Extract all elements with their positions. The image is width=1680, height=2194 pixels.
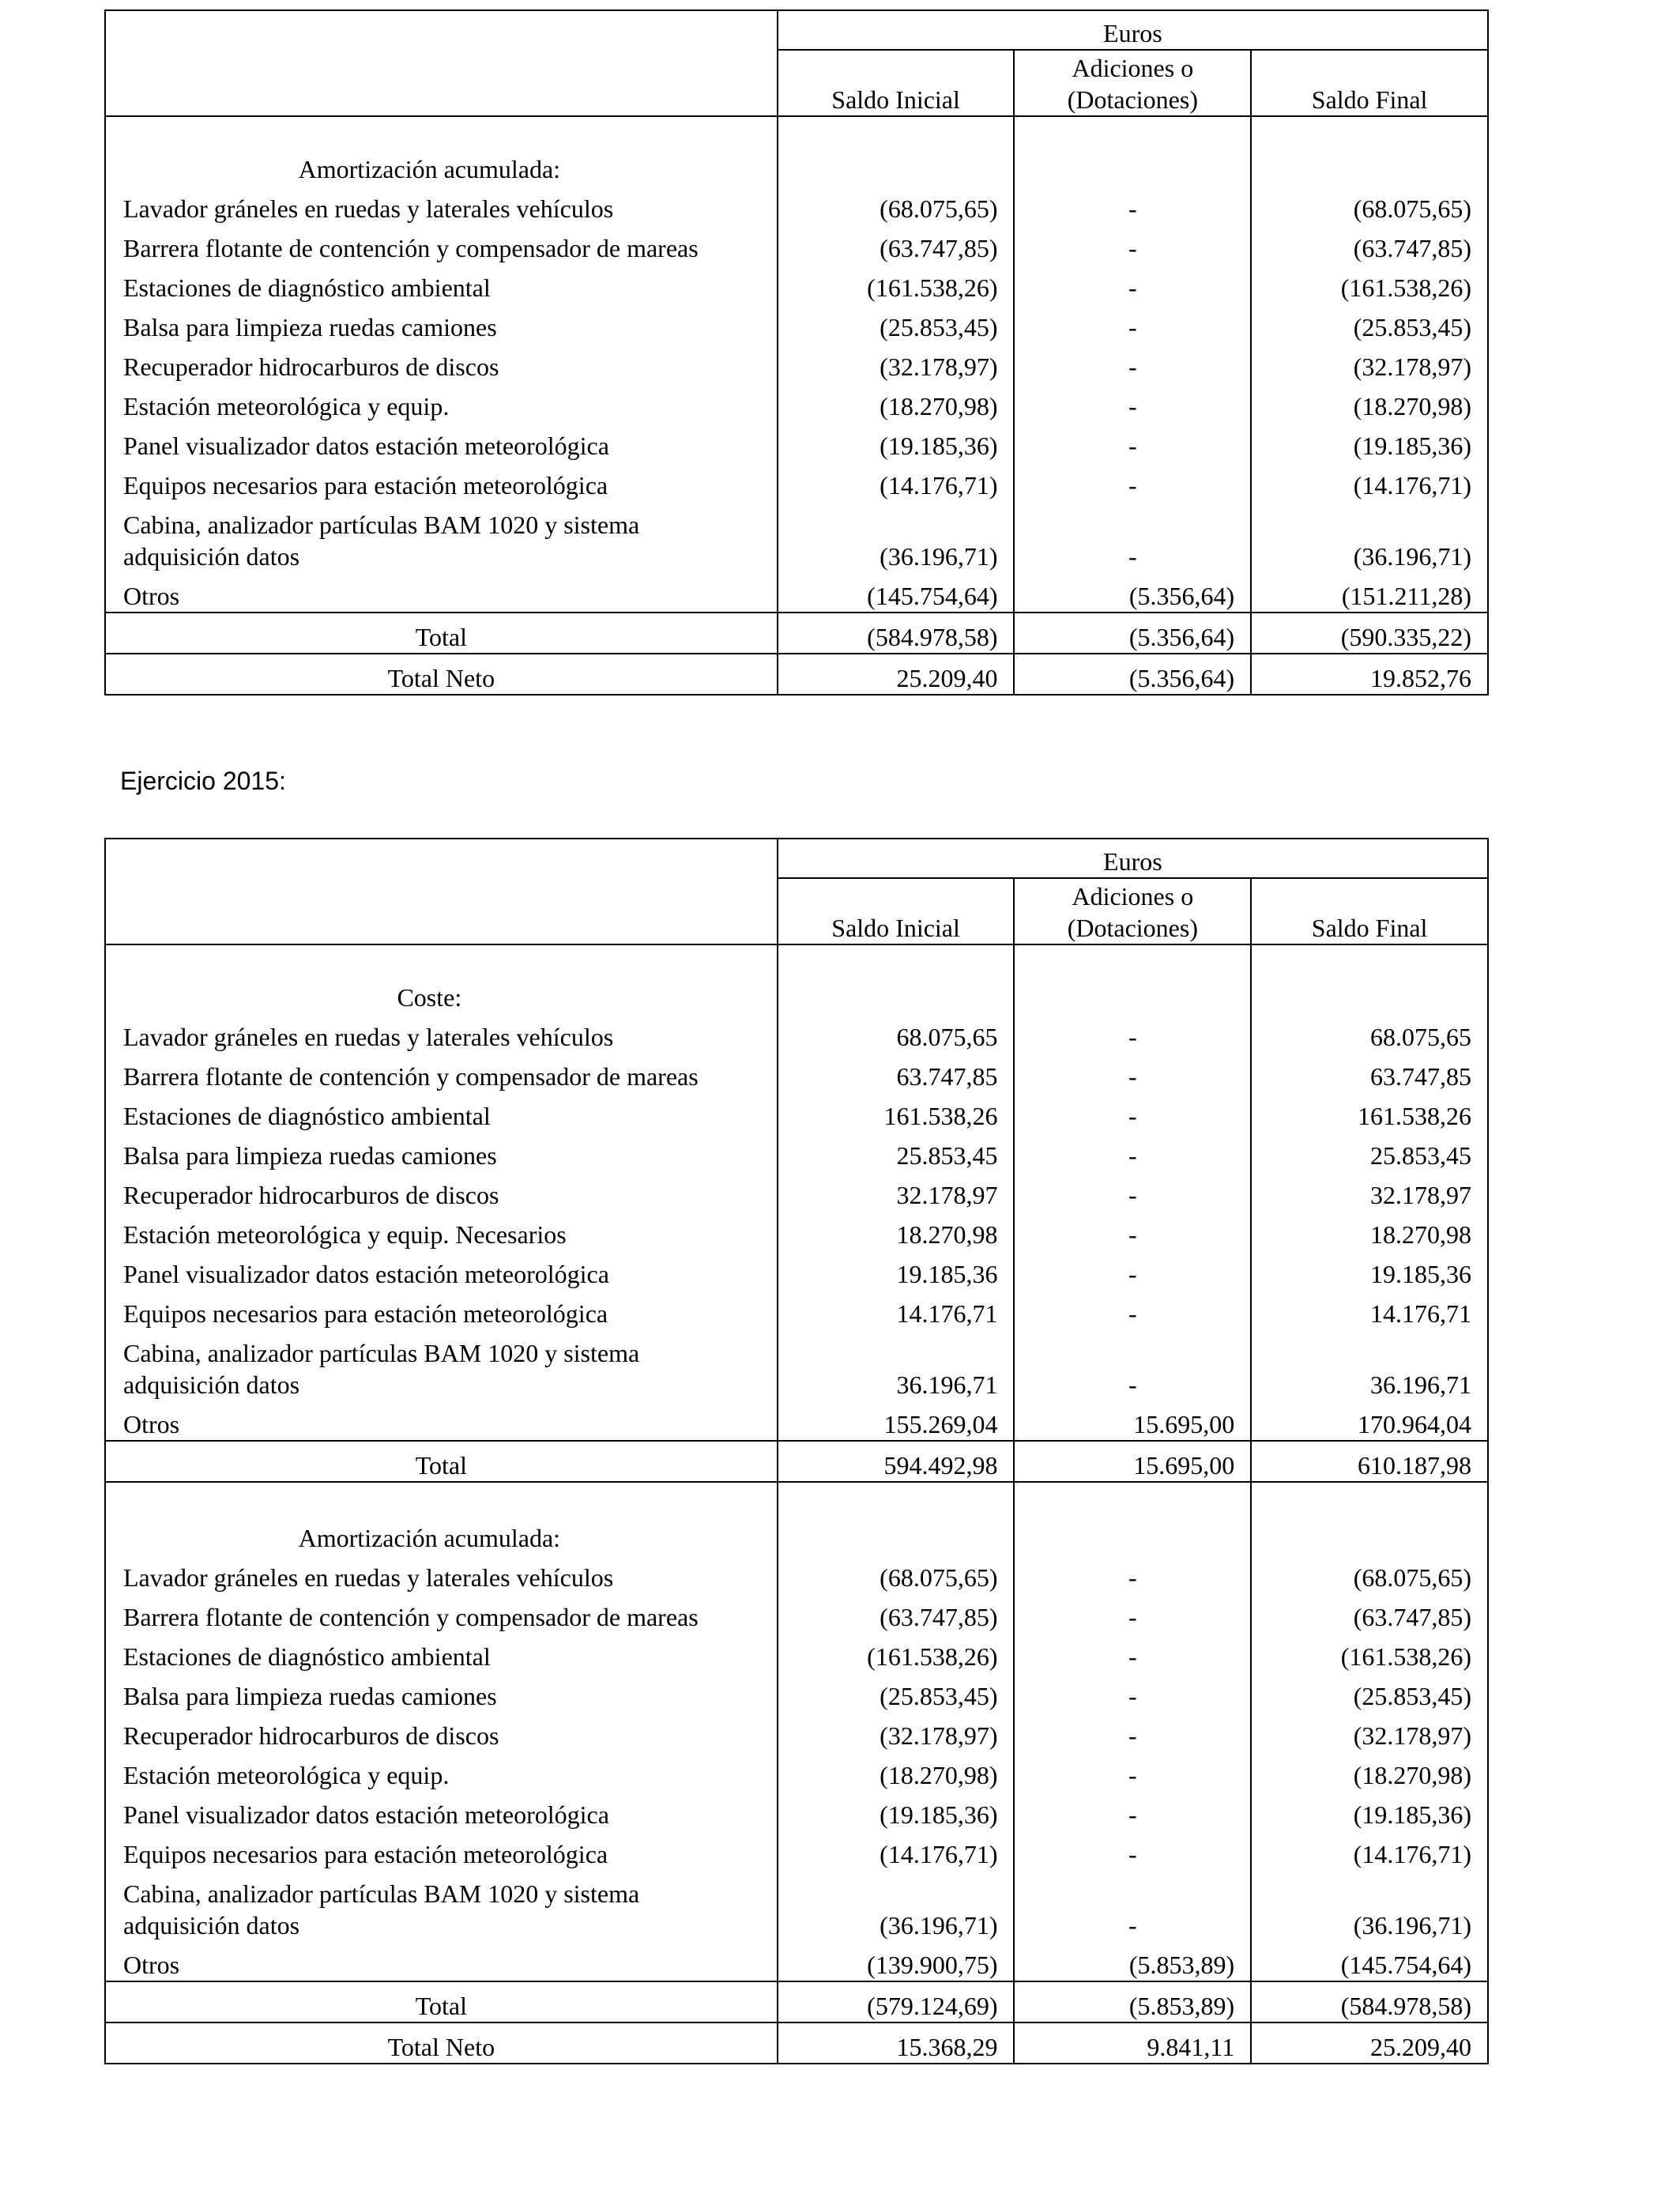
table-cell: 610.187,98 — [1251, 1441, 1488, 1482]
table-cell: (5.853,89) — [1014, 1981, 1251, 2022]
table-row — [105, 1290, 1488, 1329]
cell-text: adquisición datos — [123, 542, 300, 571]
table-row — [105, 1593, 1488, 1633]
table-cell: (36.196,71) — [778, 1870, 1015, 1941]
cell-text: adquisición datos — [123, 1911, 300, 1940]
col-header-saldo-inicial: Saldo Inicial — [778, 878, 1015, 944]
table-cell: (68.075,65) — [778, 185, 1015, 224]
table-cell: (161.538,26) — [778, 264, 1015, 303]
table-cell: (5.356,64) — [1014, 572, 1251, 613]
table-cell: (19.185,36) — [1251, 422, 1488, 462]
table-row — [105, 1672, 1488, 1712]
table-cell: - — [1014, 422, 1251, 462]
table-cell: 15.695,00 — [1014, 1441, 1251, 1482]
table-row — [105, 422, 1488, 462]
cell-text: Adiciones o — [1072, 54, 1194, 82]
table-cell: Recuperador hidrocarburos de discos — [105, 1171, 778, 1211]
col-header-saldo-final: Saldo Final — [1251, 50, 1488, 116]
table-cell: - — [1014, 1171, 1251, 1211]
table-cell: (63.747,85) — [1251, 224, 1488, 264]
table-cell: - — [1014, 224, 1251, 264]
table-cell: (584.978,58) — [778, 613, 1015, 654]
table-cell: - — [1014, 1672, 1251, 1712]
table-cell: 18.270,98 — [778, 1211, 1015, 1250]
table-cell: (36.196,71) — [778, 501, 1015, 572]
table-row — [105, 343, 1488, 383]
table-cell — [1014, 944, 1251, 1013]
table-cell: - — [1014, 1830, 1251, 1870]
table-cell: - — [1014, 1751, 1251, 1791]
section-title-row — [105, 1482, 1488, 1554]
table-cell — [105, 1329, 778, 1400]
table-cell: (63.747,85) — [1251, 1593, 1488, 1633]
table-cell: (32.178,97) — [778, 343, 1015, 383]
table-cell: Lavador gráneles en ruedas y laterales vehículos — [105, 1013, 778, 1053]
table-row — [105, 501, 1488, 572]
table-cell: (63.747,85) — [778, 1593, 1015, 1633]
table-cell: 25.853,45 — [778, 1132, 1015, 1171]
table-cell — [1251, 116, 1488, 185]
header-row-currency — [105, 839, 1488, 878]
table-cell: (139.900,75) — [778, 1941, 1015, 1981]
table-cell: 36.196,71 — [778, 1329, 1015, 1400]
table-cell — [105, 1870, 778, 1941]
table-cell: - — [1014, 1593, 1251, 1633]
table-cell — [778, 1482, 1015, 1554]
table-cell: (14.176,71) — [1251, 462, 1488, 501]
table-cell: Balsa para limpieza ruedas camiones — [105, 1132, 778, 1171]
cell-text: Amortización acumulada: — [298, 1524, 561, 1552]
table-cell: Estación meteorológica y equip. — [105, 383, 778, 422]
table-cell: 161.538,26 — [1251, 1092, 1488, 1132]
net-total-row — [105, 2022, 1488, 2064]
table-cell — [778, 944, 1015, 1013]
table-cell: Equipos necesarios para estación meteorológica — [105, 1290, 778, 1329]
table-cell: (25.853,45) — [1251, 303, 1488, 343]
table-row — [105, 224, 1488, 264]
table-cell: Total — [105, 1441, 778, 1482]
table-cell: Total — [105, 1981, 778, 2022]
table-row — [105, 1053, 1488, 1092]
table-cell: (36.196,71) — [1251, 1870, 1488, 1941]
table-cell: Barrera flotante de contención y compensador de mareas — [105, 1593, 778, 1633]
table-cell: (18.270,98) — [778, 1751, 1015, 1791]
table-cell: (161.538,26) — [1251, 1633, 1488, 1672]
table-cell: Otros — [105, 1941, 778, 1981]
table-cell: (590.335,22) — [1251, 613, 1488, 654]
table-cell: (19.185,36) — [778, 1791, 1015, 1830]
table-cell: 32.178,97 — [1251, 1171, 1488, 1211]
table-cell: Panel visualizador datos estación meteorológica — [105, 1791, 778, 1830]
table-row — [105, 1329, 1488, 1400]
table-cell: 19.852,76 — [1251, 654, 1488, 695]
table-cell: (19.185,36) — [778, 422, 1015, 462]
table-cell: Equipos necesarios para estación meteorológica — [105, 1830, 778, 1870]
col-header-adiciones — [1014, 878, 1251, 944]
table-row — [105, 1712, 1488, 1751]
table-cell: Lavador gráneles en ruedas y laterales vehículos — [105, 1554, 778, 1593]
table-cell: 15.695,00 — [1014, 1400, 1251, 1441]
table-cell: Lavador gráneles en ruedas y laterales vehículos — [105, 185, 778, 224]
table-cell — [778, 116, 1015, 185]
table-cell: - — [1014, 383, 1251, 422]
table-cell — [105, 10, 778, 116]
cell-text: adquisición datos — [123, 1370, 300, 1399]
table-cell: - — [1014, 1870, 1251, 1941]
table-cell: (68.075,65) — [1251, 185, 1488, 224]
total-row — [105, 1441, 1488, 1482]
table-cell: (63.747,85) — [778, 224, 1015, 264]
cell-text: Cabina, analizador partículas BAM 1020 y sistema — [123, 1339, 640, 1367]
table-cell: Otros — [105, 1400, 778, 1441]
col-header-saldo-inicial: Saldo Inicial — [778, 50, 1015, 116]
table-cell: Estaciones de diagnóstico ambiental — [105, 1633, 778, 1672]
table-cell — [1251, 1482, 1488, 1554]
table-cell: Recuperador hidrocarburos de discos — [105, 1712, 778, 1751]
table-cell: Barrera flotante de contención y compensador de mareas — [105, 1053, 778, 1092]
table-cell — [1014, 116, 1251, 185]
table-cell: (5.356,64) — [1014, 613, 1251, 654]
table-cell: 14.176,71 — [778, 1290, 1015, 1329]
table-row — [105, 1092, 1488, 1132]
table-row — [105, 303, 1488, 343]
table-cell: (25.853,45) — [1251, 1672, 1488, 1712]
table-cell: - — [1014, 1132, 1251, 1171]
table-cell: 155.269,04 — [778, 1400, 1015, 1441]
table-cell — [105, 501, 778, 572]
table-cell: (25.853,45) — [778, 303, 1015, 343]
cell-text: Amortización acumulada: — [298, 155, 561, 183]
table-cell: - — [1014, 1329, 1251, 1400]
table-cell: (18.270,98) — [1251, 383, 1488, 422]
table-cell: 170.964,04 — [1251, 1400, 1488, 1441]
table-row — [105, 1250, 1488, 1290]
currency-header: Euros — [778, 839, 1488, 878]
table-row — [105, 264, 1488, 303]
table-cell — [105, 839, 778, 944]
table-cell: 63.747,85 — [778, 1053, 1015, 1092]
table-cell: 19.185,36 — [1251, 1250, 1488, 1290]
table-cell: (19.185,36) — [1251, 1791, 1488, 1830]
table-cell: (68.075,65) — [778, 1554, 1015, 1593]
net-total-row — [105, 654, 1488, 695]
table-row — [105, 1791, 1488, 1830]
header-row-currency — [105, 10, 1488, 50]
table-cell: Total Neto — [105, 654, 778, 695]
table-cell: - — [1014, 501, 1251, 572]
table-cell: 32.178,97 — [778, 1171, 1015, 1211]
table-cell: (18.270,98) — [1251, 1751, 1488, 1791]
table-cell: 594.492,98 — [778, 1441, 1015, 1482]
table-cell: 18.270,98 — [1251, 1211, 1488, 1250]
section-title — [105, 116, 778, 185]
table-cell: 68.075,65 — [1251, 1013, 1488, 1053]
table-cell: 25.209,40 — [778, 654, 1015, 695]
table-cell — [1251, 944, 1488, 1013]
table-cell: (36.196,71) — [1251, 501, 1488, 572]
table-cell: 15.368,29 — [778, 2022, 1015, 2064]
table-cell: Balsa para limpieza ruedas camiones — [105, 303, 778, 343]
table-cell: 9.841,11 — [1014, 2022, 1251, 2064]
table-cell: Estación meteorológica y equip. Necesarios — [105, 1211, 778, 1250]
table-row — [105, 1013, 1488, 1053]
table-row — [105, 1400, 1488, 1441]
table-row — [105, 1633, 1488, 1672]
table-cell: (145.754,64) — [1251, 1941, 1488, 1981]
table-cell: - — [1014, 303, 1251, 343]
table-cell: (14.176,71) — [778, 462, 1015, 501]
table-cell: (161.538,26) — [1251, 264, 1488, 303]
table-row — [105, 1751, 1488, 1791]
table-2016-amortization — [104, 9, 1489, 696]
table-cell: (18.270,98) — [778, 383, 1015, 422]
section-title — [105, 1482, 778, 1554]
table-cell: (145.754,64) — [778, 572, 1015, 613]
total-row — [105, 613, 1488, 654]
table-cell: Panel visualizador datos estación meteorológica — [105, 1250, 778, 1290]
table-cell — [1014, 1482, 1251, 1554]
table-row — [105, 572, 1488, 613]
table-cell: Total Neto — [105, 2022, 778, 2064]
table-cell: (579.124,69) — [778, 1981, 1015, 2022]
table-row — [105, 1171, 1488, 1211]
cell-text: Coste: — [397, 983, 462, 1012]
table-row — [105, 1554, 1488, 1593]
table-cell: - — [1014, 1053, 1251, 1092]
cell-text: (Dotaciones) — [1067, 85, 1198, 114]
cell-text: Adiciones o — [1072, 882, 1194, 910]
currency-header: Euros — [778, 10, 1488, 50]
table-cell: - — [1014, 1013, 1251, 1053]
table-cell: (14.176,71) — [1251, 1830, 1488, 1870]
total-row — [105, 1981, 1488, 2022]
table-cell: - — [1014, 1092, 1251, 1132]
table-cell: 19.185,36 — [778, 1250, 1015, 1290]
table-cell: 36.196,71 — [1251, 1329, 1488, 1400]
table-cell: - — [1014, 1791, 1251, 1830]
table-row — [105, 1211, 1488, 1250]
table-cell: Balsa para limpieza ruedas camiones — [105, 1672, 778, 1712]
col-header-saldo-final: Saldo Final — [1251, 878, 1488, 944]
table-cell: 25.853,45 — [1251, 1132, 1488, 1171]
cell-text: (Dotaciones) — [1067, 914, 1198, 942]
table-cell: - — [1014, 1290, 1251, 1329]
table-cell: (161.538,26) — [778, 1633, 1015, 1672]
table-cell: 25.209,40 — [1251, 2022, 1488, 2064]
section-heading-2015: Ejercicio 2015: — [120, 767, 286, 795]
table-cell: (14.176,71) — [778, 1830, 1015, 1870]
table-row — [105, 1132, 1488, 1171]
table-cell: (68.075,65) — [1251, 1554, 1488, 1593]
table-cell: - — [1014, 185, 1251, 224]
table-cell: 161.538,26 — [778, 1092, 1015, 1132]
table-cell: (32.178,97) — [1251, 343, 1488, 383]
table-cell: - — [1014, 343, 1251, 383]
table-row — [105, 185, 1488, 224]
section-title-row — [105, 944, 1488, 1013]
table-cell: Panel visualizador datos estación meteorológica — [105, 422, 778, 462]
cell-text: Cabina, analizador partículas BAM 1020 y sistema — [123, 511, 640, 539]
table-cell: - — [1014, 1250, 1251, 1290]
table-2015 — [104, 838, 1489, 2064]
cell-text: Cabina, analizador partículas BAM 1020 y sistema — [123, 1879, 640, 1908]
table-cell: Estación meteorológica y equip. — [105, 1751, 778, 1791]
table-cell: 14.176,71 — [1251, 1290, 1488, 1329]
table-cell: (151.211,28) — [1251, 572, 1488, 613]
table-cell: Recuperador hidrocarburos de discos — [105, 343, 778, 383]
table-cell: 63.747,85 — [1251, 1053, 1488, 1092]
table-cell: - — [1014, 264, 1251, 303]
table-row — [105, 1941, 1488, 1981]
table-cell: - — [1014, 462, 1251, 501]
table-cell: Total — [105, 613, 778, 654]
table-cell: (25.853,45) — [778, 1672, 1015, 1712]
table-cell: (32.178,97) — [1251, 1712, 1488, 1751]
table-row — [105, 462, 1488, 501]
table-cell: (5.853,89) — [1014, 1941, 1251, 1981]
table-cell: Estaciones de diagnóstico ambiental — [105, 1092, 778, 1132]
col-header-adiciones — [1014, 50, 1251, 116]
table-cell: (584.978,58) — [1251, 1981, 1488, 2022]
section-title-row — [105, 116, 1488, 185]
table-cell: Barrera flotante de contención y compensador de mareas — [105, 224, 778, 264]
table-row — [105, 383, 1488, 422]
table-row — [105, 1870, 1488, 1941]
table-cell: Otros — [105, 572, 778, 613]
table-cell: Estaciones de diagnóstico ambiental — [105, 264, 778, 303]
table-cell: - — [1014, 1633, 1251, 1672]
table-row — [105, 1830, 1488, 1870]
table-cell: 68.075,65 — [778, 1013, 1015, 1053]
table-cell: - — [1014, 1211, 1251, 1250]
table-cell: Equipos necesarios para estación meteorológica — [105, 462, 778, 501]
table-cell: (5.356,64) — [1014, 654, 1251, 695]
section-title — [105, 944, 778, 1013]
table-cell: (32.178,97) — [778, 1712, 1015, 1751]
table-cell: - — [1014, 1712, 1251, 1751]
table-cell: - — [1014, 1554, 1251, 1593]
